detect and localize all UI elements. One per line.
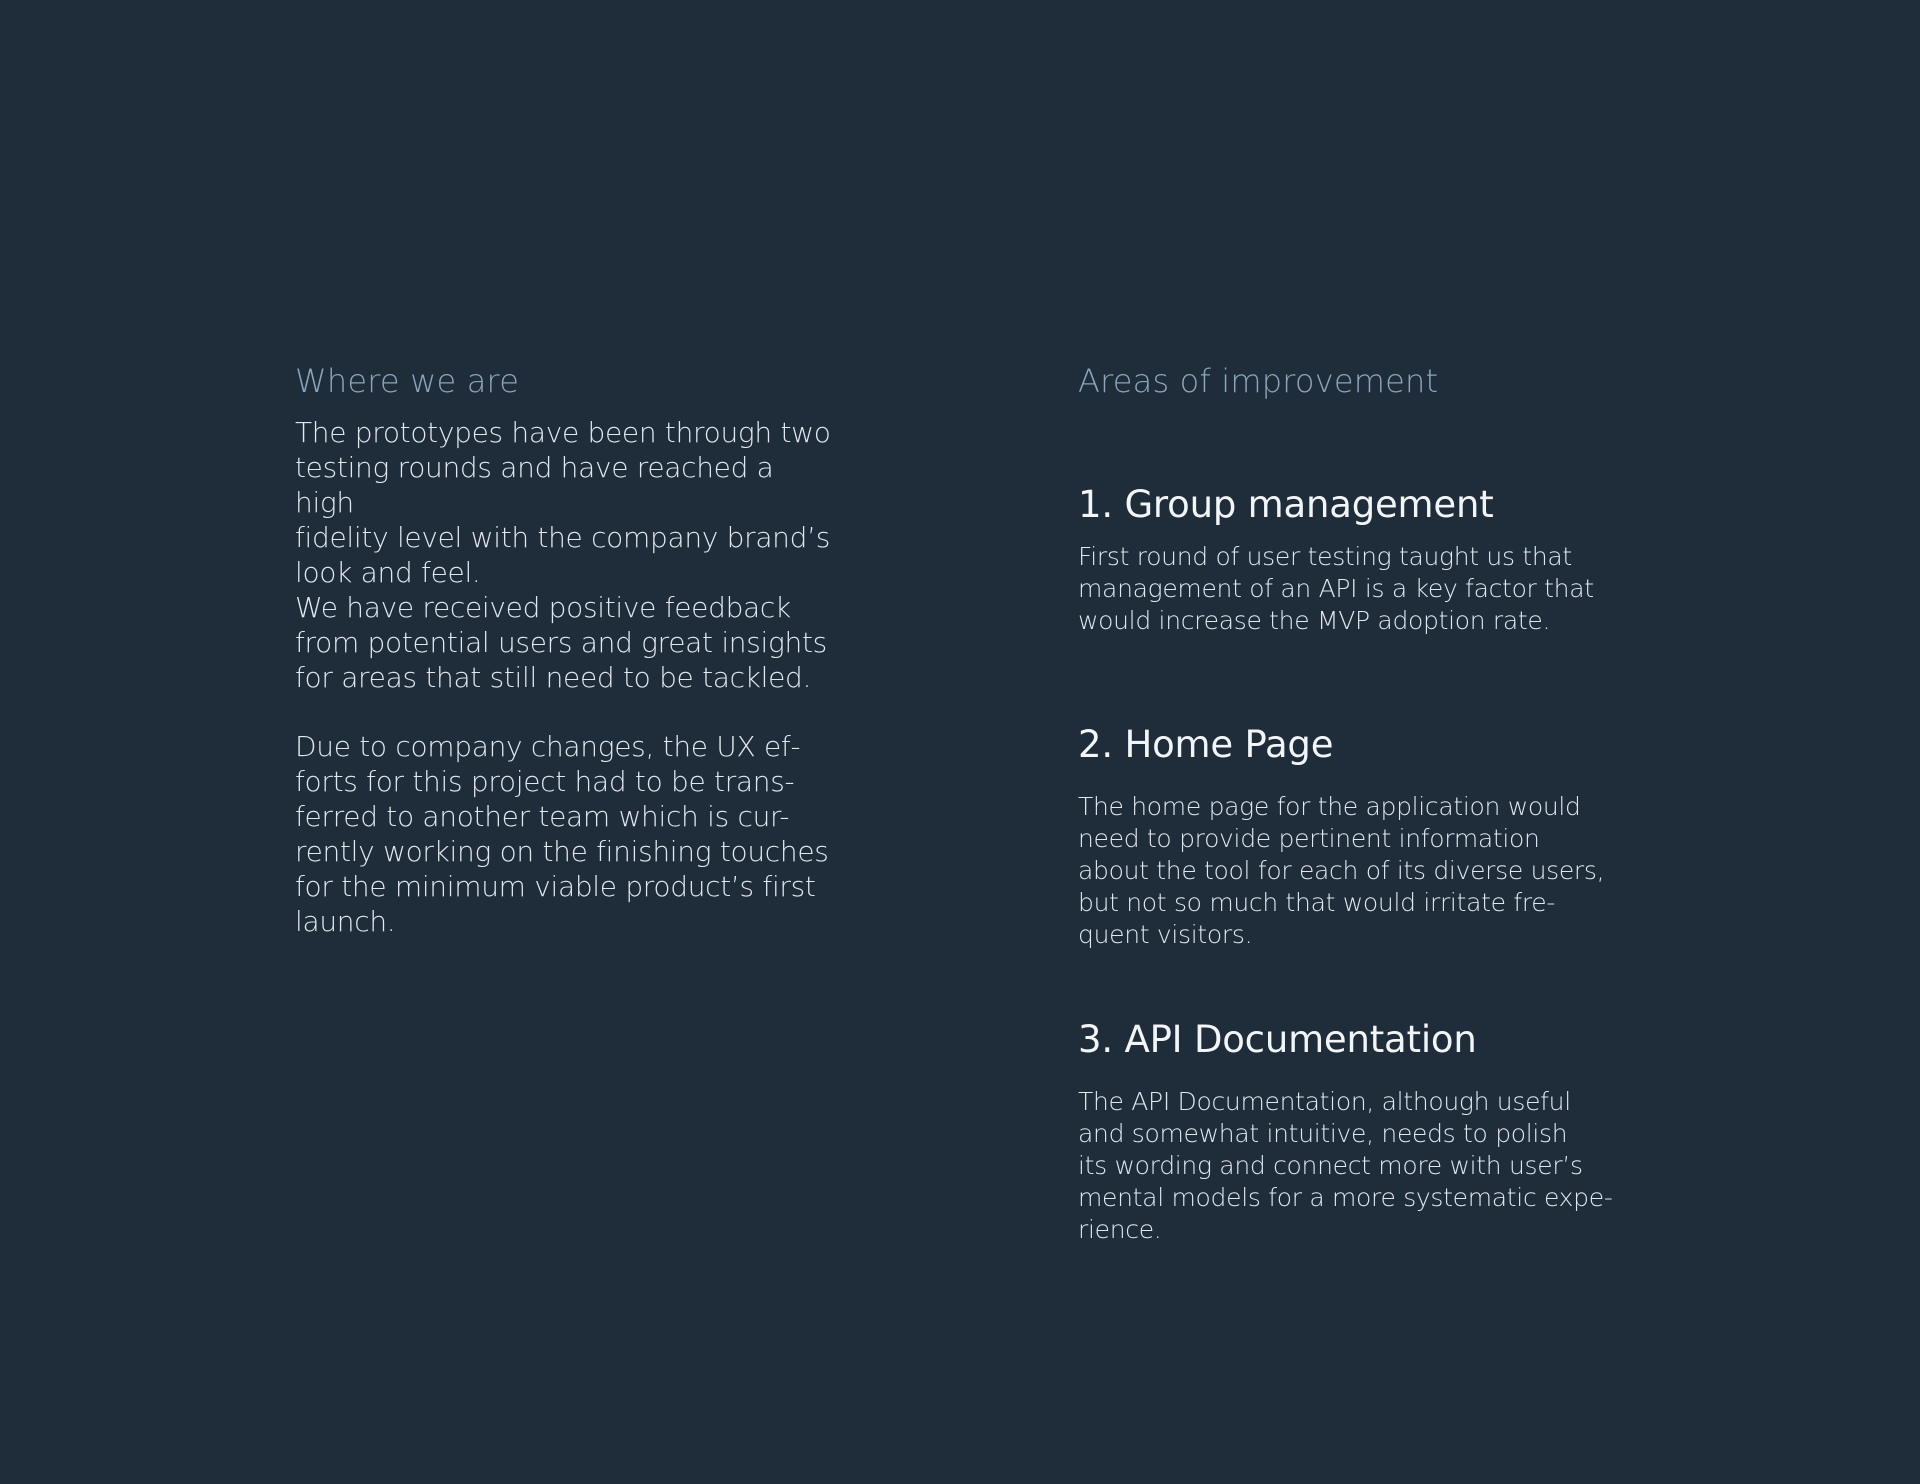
where-we-are-title: Where we are <box>295 362 520 400</box>
group-management-heading: 1. Group management <box>1078 483 1494 526</box>
group-management-body: First round of user testing taught us that management of an API is a key factor that would increase the MVP adoption rate. <box>1078 542 1594 635</box>
status-paragraph-1: The prototypes have been through two testing rounds and have reached a high fidelity level with the company brand’s look and feel. <box>295 416 831 589</box>
api-documentation-heading: 3. API Documentation <box>1078 1018 1477 1061</box>
home-page-body: The home page for the application would need to provide pertinent information about the tool for each of its diverse users, but not so much that would irritate fre- quent visitors. <box>1078 792 1605 949</box>
home-page-heading: 2. Home Page <box>1078 723 1334 766</box>
status-paragraph-2: We have received positive feedback from potential users and great insights for areas that still need to be tackled. <box>295 591 827 694</box>
areas-of-improvement-title: Areas of improvement <box>1078 362 1439 400</box>
api-documentation-body: The API Documentation, although useful and somewhat intuitive, needs to polish its wording and connect more with user’s mental models for a more systematic expe- rience. <box>1078 1087 1613 1244</box>
status-paragraph-3: Due to company changes, the UX ef- forts for this project had to be trans- ferred to another team which is cur- rently working on the finishing touches for the minimum viable product’s first launch. <box>295 730 829 938</box>
